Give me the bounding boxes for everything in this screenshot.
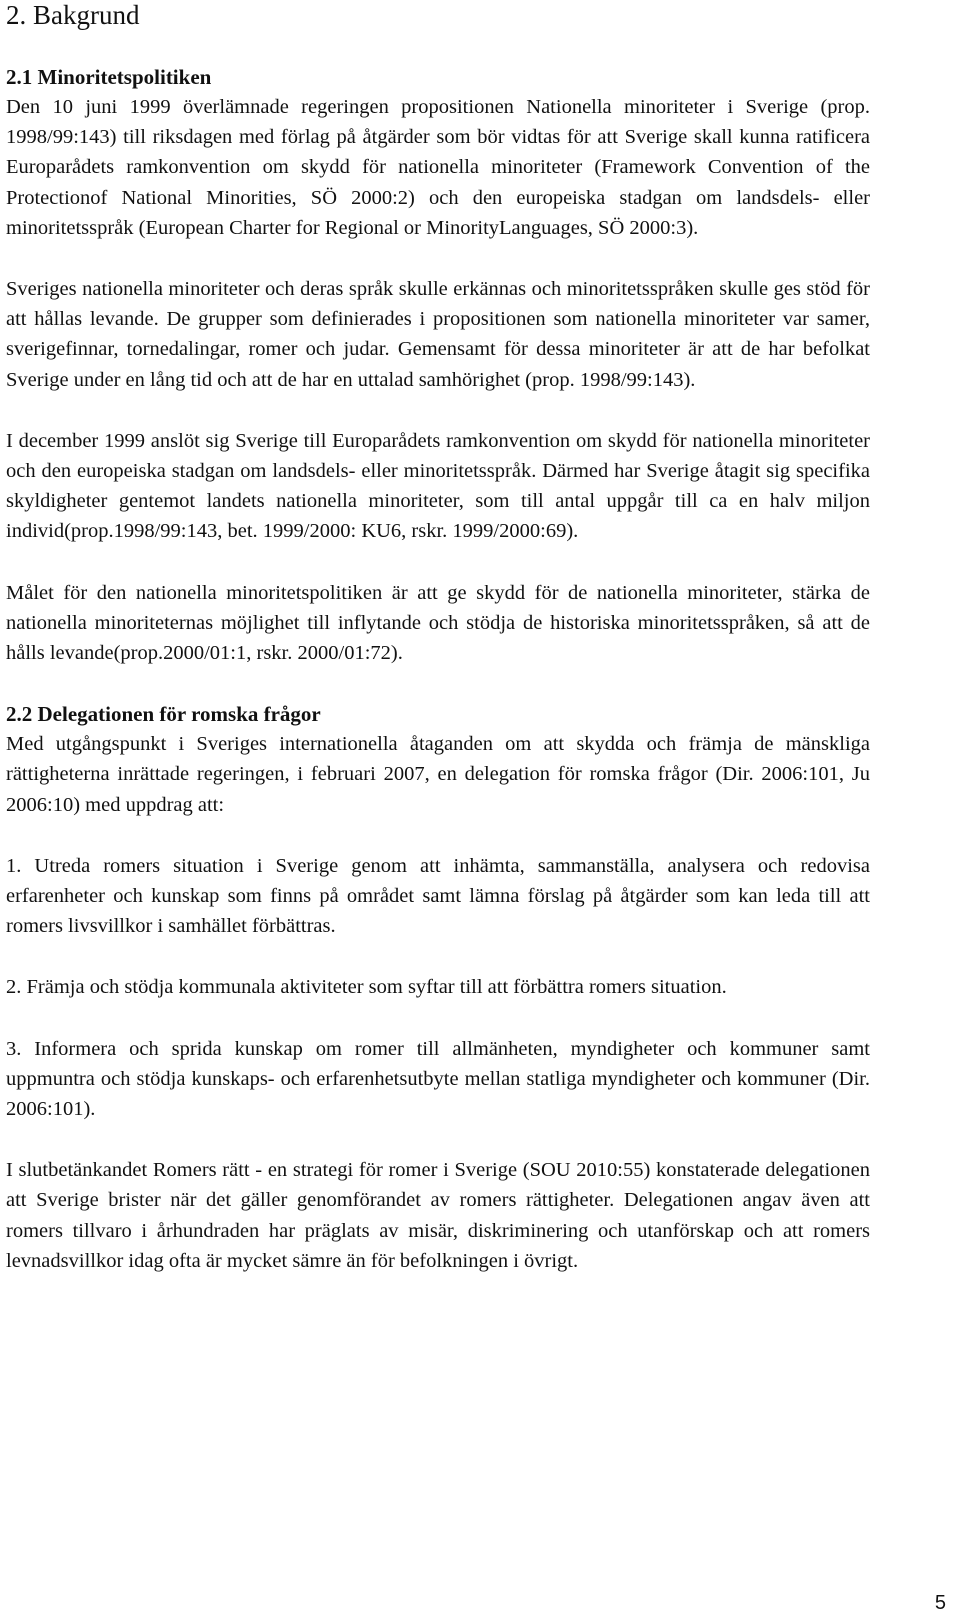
spacer	[6, 547, 870, 578]
spacer	[6, 941, 870, 972]
document-page	[6, 0, 870, 1276]
list-item: 1. Utreda romers situation i Sverige genom att inhämta, sammanställa, analysera och redovisa erfarenheter och kunskap som finns på området samt lämna förslag på åtgärder som kan leda till att romers livsvillkor i samhället förbättras.	[6, 854, 870, 938]
spacer	[6, 1003, 870, 1034]
paragraph: Målet för den nationella minoritetspolitiken är att ge skydd för de nationella minoriteter, stärka de nationella minoriteternas möjlighet till inflytande och stödja de historiska minoritetsspråken, så att de hålls levande(prop.2000/01:1, rskr. 2000/01:72).	[6, 581, 870, 665]
list-item: 2. Främja och stödja kommunala aktiviteter som syftar till att förbättra romers situation.	[6, 976, 727, 999]
list-item: 3. Informera och sprida kunskap om romer till allmänheten, myndigheter och kommuner samt uppmuntra och stödja kunskaps- och erfarenhetsutbyte mellan statliga myndigheter och kommuner (Dir. 2006:101).	[6, 1037, 870, 1121]
spacer	[6, 395, 870, 426]
section-title-delegationen: 2.2 Delegationen för romska frågor	[6, 702, 321, 727]
spacer	[6, 243, 870, 274]
paragraph: Den 10 juni 1999 överlämnade regeringen propositionen Nationella minoriteter i Sverige (prop. 1998/99:143) till riksdagen med förlag på åtgärder som bör vidtas för att Sverige skall kunna ratificera Europarådets ramkonvention om skydd för nationella minoriteter (Framework Convention of the Protectionof National Minorities, SÖ 2000:2) och den europeiska stadgan om landsdels- eller minoritetsspråk (European Charter for Regional or MinorityLanguages, SÖ 2000:3).	[6, 96, 870, 239]
paragraph: Med utgångspunkt i Sveriges internationella åtaganden om att skydda och främja de mänskliga rättigheterna inrättade regeringen, i februari 2007, en delegation för romska frågor (Dir. 2006:101, Ju 2006:10) med uppdrag att:	[6, 733, 870, 816]
page-number: 5	[934, 1592, 946, 1614]
paragraph: I slutbetänkandet Romers rätt - en strategi för romer i Sverige (SOU 2010:55) konstaterade delegationen att Sverige brister när det gäller genomförandet av romers rättigheter. Delegationen angav även att romers tillvaro i århundraden har präglats av misär, diskriminering och utanförskap och att romers levnadsvillkor idag ofta är mycket sämre än för befolkningen i övrigt.	[6, 1159, 870, 1272]
spacer	[6, 820, 870, 851]
chapter-title: 2. Bakgrund	[6, 0, 140, 30]
spacer	[6, 1124, 870, 1155]
paragraph: I december 1999 anslöt sig Sverige till Europarådets ramkonvention om skydd för nationella minoriteter och den europeiska stadgan om landsdels- eller minoritetsspråk. Därmed har Sverige åtagit sig specifika skyldigheter gentemot landets nationella minoriteter, som till antal uppgår till ca en halv miljon individ(prop.1998/99:143, bet. 1999/2000: KU6, rskr. 1999/2000:69).	[6, 429, 870, 543]
spacer	[6, 30, 870, 62]
spacer	[6, 668, 870, 699]
paragraph: Sveriges nationella minoriteter och deras språk skulle erkännas och minoritetsspråken skulle ges stöd för att hållas levande. De grupper som definierades i propositionen som nationella minoriteter var samer, sverigefinnar, tornedalingar, romer och judar. Gemensamt för dessa minoriteter är att de har befolkat Sverige under en lång tid och att de har en uttalad samhörighet (prop. 1998/99:143).	[6, 278, 870, 391]
section-title-minoritetspolitiken: 2.1 Minoritetspolitiken	[6, 65, 212, 89]
